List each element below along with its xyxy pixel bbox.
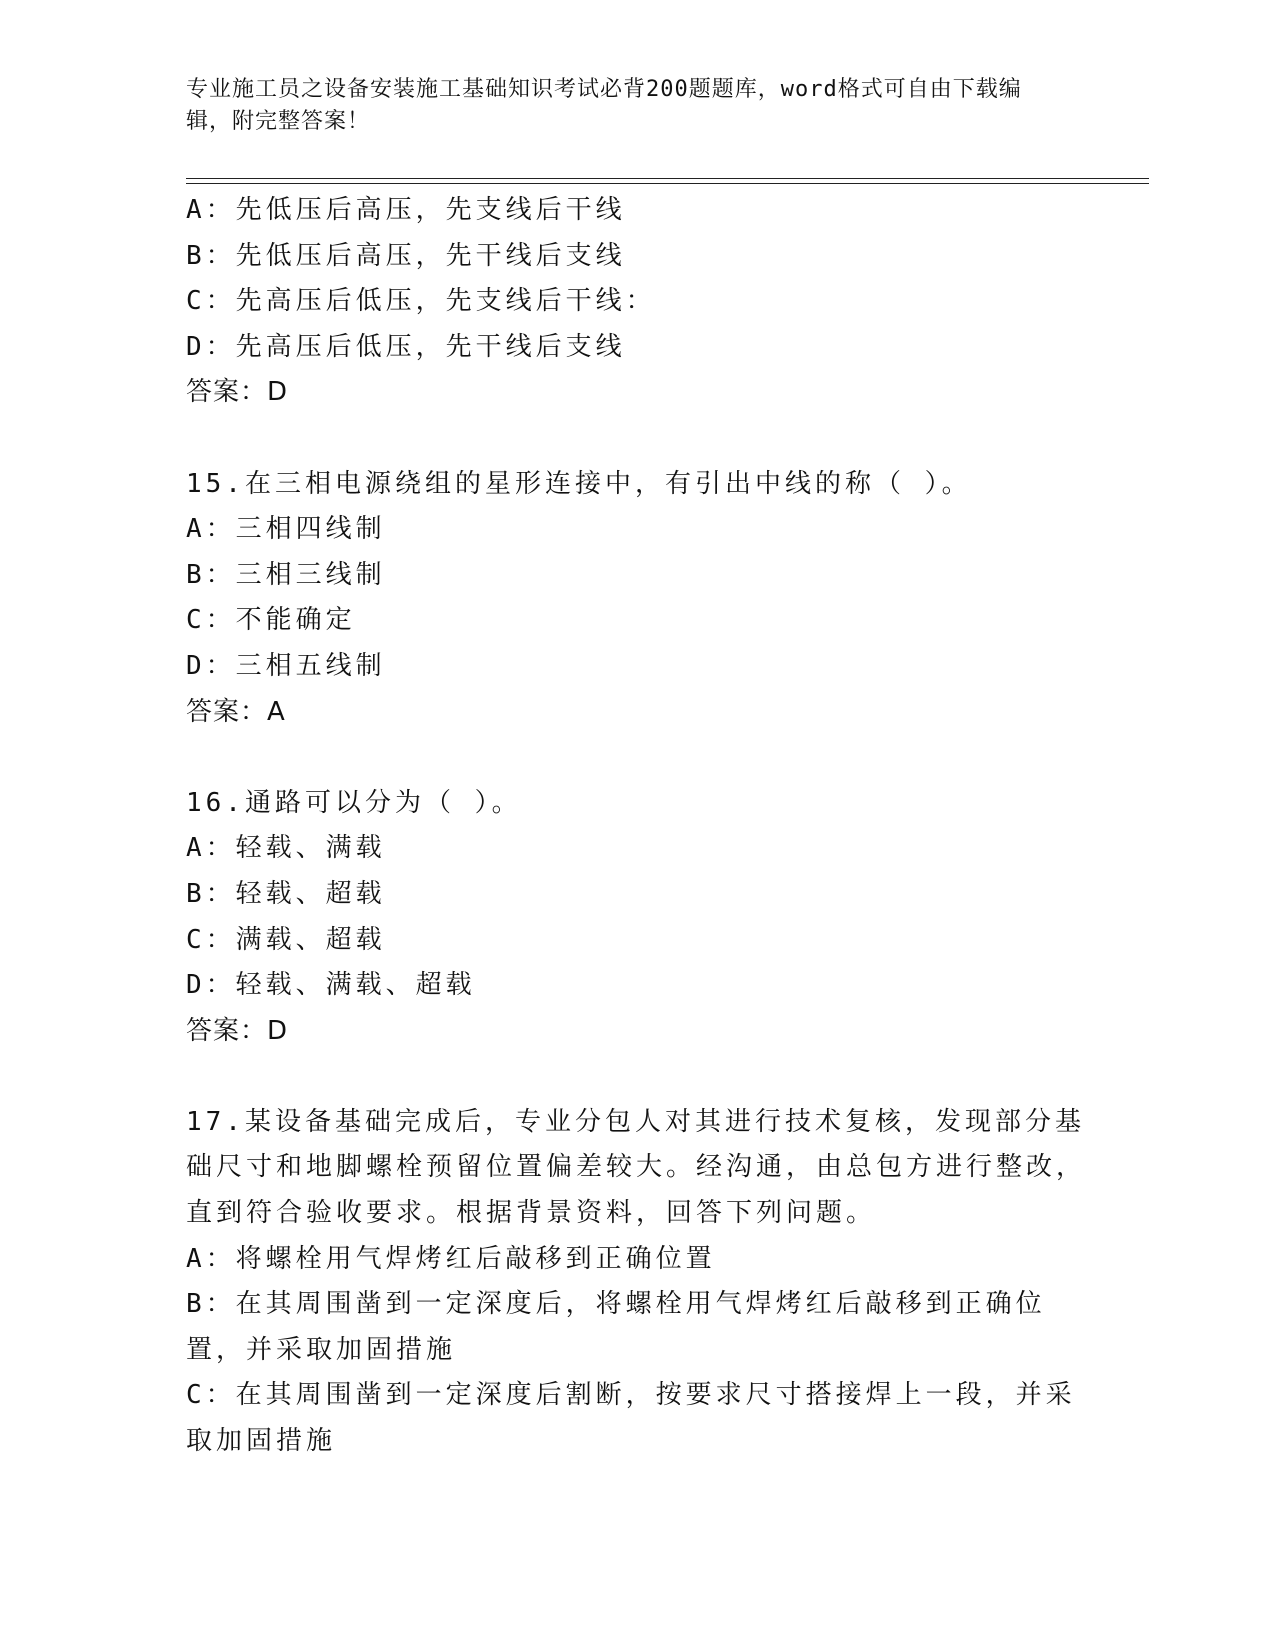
option-c: C：满载、超载 (186, 924, 386, 955)
option-d: D：三相五线制 (186, 650, 386, 681)
header-divider-top (186, 178, 1149, 179)
option-d: D：先高压后低压，先干线后支线 (186, 331, 626, 362)
option-a: A：轻载、满载 (186, 833, 386, 864)
question-list (186, 188, 1086, 1465)
answer-line: 答案：D (186, 377, 289, 408)
option-b: B：在其周围凿到一定深度后，将螺栓用气焊烤红后敲移到正确位置，并采取加固措施 (186, 1289, 1046, 1365)
question-stem: 16.通路可以分为（ ）。 (186, 787, 522, 818)
question-item (186, 462, 1086, 736)
option-b: B：三相三线制 (186, 559, 386, 590)
option-a: A：三相四线制 (186, 514, 386, 545)
option-c: C：不能确定 (186, 605, 356, 636)
header-divider-bottom (186, 183, 1149, 184)
option-a: A：将螺栓用气焊烤红后敲移到正确位置 (186, 1243, 716, 1274)
option-c: C：在其周围凿到一定深度后割断，按要求尺寸搭接焊上一段，并采取加固措施 (186, 1380, 1076, 1457)
option-b: B：轻载、超载 (186, 878, 386, 909)
spacer (186, 1054, 1086, 1100)
question-item (186, 781, 1086, 1055)
spacer (186, 735, 1086, 781)
question-stem: 15.在三相电源绕组的星形连接中，有引出中线的称（ ）。 (186, 468, 972, 499)
answer-line: 答案：D (186, 1015, 289, 1046)
spacer (186, 416, 1086, 462)
question-item (186, 1100, 1086, 1465)
option-d: D：轻载、满载、超载 (186, 970, 476, 1001)
answer-line: 答案：A (186, 696, 286, 727)
document-header-title: 专业施工员之设备安装施工基础知识考试必背200题题库，word格式可自由下载编辑，附完整答案！ (186, 77, 1022, 134)
option-b: B：先低压后高压，先干线后支线 (186, 240, 626, 271)
option-c: C：先高压后低压，先支线后干线： (186, 286, 656, 317)
question-stem: 17.某设备基础完成后，专业分包人对其进行技术复核，发现部分基础尺寸和地脚螺栓预留位置偏差较大。经沟通，由总包方进行整改，直到符合验收要求。根据背景资料，回答下列问题。 (186, 1106, 1087, 1229)
question-item (186, 188, 1086, 416)
option-a: A：先低压后高压，先支线后干线 (186, 195, 626, 225)
